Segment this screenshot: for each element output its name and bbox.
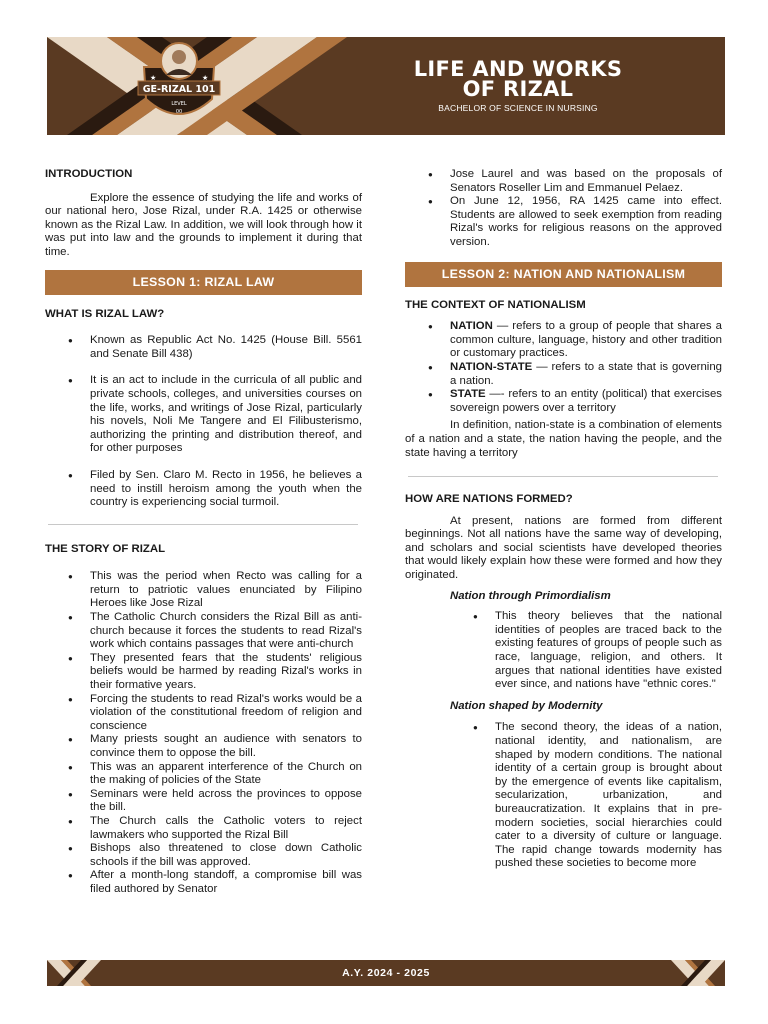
list-item: ● This was an apparent interference of the Church on the making of policies of the State — [45, 761, 362, 788]
definition-item-nation-state — [405, 361, 722, 388]
modernity-heading: Nation shaped by Modernity — [450, 699, 603, 712]
what-is-rizal-law-heading: WHAT IS RIZAL LAW? — [45, 307, 165, 320]
primordialism-list — [450, 610, 722, 692]
badge-course-text: GE-RIZAL 101 — [142, 84, 216, 95]
definition-text: — refers to a state that is governing a nation. — [450, 360, 722, 387]
definition-item-state — [405, 388, 722, 415]
how-nations-formed-paragraph: At present, nations are formed from different beginnings. Not all nations have the same way of developing, and scholars and social scientists have developed theories that would likely explain how these were formed and how they originated. — [405, 514, 722, 582]
definitions-list — [405, 320, 722, 415]
introduction-heading: INTRODUCTION — [45, 168, 133, 180]
footer-bar — [47, 960, 725, 986]
definition-text: —- refers to an entity (political) that exercises sovereign powers over a territory — [450, 388, 722, 414]
definition-text: — refers to a group of people that shares a common culture, language, history and other tradition or customary practices. — [450, 320, 722, 360]
lesson2-bar: LESSON 2: NATION AND NATIONALISM — [405, 262, 722, 287]
how-nations-formed-heading: HOW ARE NATIONS FORMED? — [405, 493, 573, 506]
story-of-rizal-heading: THE STORY OF RIZAL — [45, 542, 166, 555]
definition-term: NATION-STATE — [450, 360, 533, 373]
list-item: ● Known as Republic Act No. 1425 (House Bill. 5561 and Senate Bill 438) — [45, 334, 362, 361]
what-is-rizal-law-list — [45, 334, 362, 510]
list-item: ● The Church calls the Catholic voters to reject lawmakers who supported the Rizal Bill — [45, 815, 362, 842]
introduction-paragraph: Explore the essence of studying the life and works of our national hero, Jose Rizal, under R.A. 1425 or otherwise known as the Rizal Law. In addition, we will look through how it was put into law and the grounds to implement it during that time. — [45, 191, 362, 258]
list-item: ● Many priests sought an audience with senators to convince them to oppose the bill. — [45, 733, 362, 760]
context-of-nationalism-heading: THE CONTEXT OF NATIONALISM — [405, 298, 586, 311]
badge-level-value: 00 — [175, 109, 183, 115]
list-item: ● This was the period when Recto was calling for a return to patriotic values enunciated by Filipino Heroes like Jose Rizal — [45, 570, 362, 611]
page-title — [358, 59, 678, 99]
lesson1-bar: LESSON 1: RIZAL LAW — [45, 270, 362, 295]
header-banner — [47, 37, 725, 135]
list-item: ● After a month-long standoff, a compromise bill was filed authored by Senator — [45, 869, 362, 896]
definition-term: STATE — [450, 388, 486, 401]
list-item: ● Jose Laurel and was based on the proposals of Senators Roseller Lim and Emmanuel Pelaez. — [405, 168, 722, 195]
list-item: ● Filed by Sen. Claro M. Recto in 1956, he believes a need to instill heroism among the youth when the country is experiencing social turmoil. — [45, 469, 362, 510]
list-item: ● It is an act to include in the curricula of all public and private schools, colleges, and universities courses on the life, works, and writings of Jose Rizal, particularly his novels, Noli Me Tangere and El Filibusterismo, authorizing the printing and distribution thereof, and for other purposes — [45, 374, 362, 456]
list-item: ● The Catholic Church considers the Rizal Bill as anti-church because it forces the students to read Rizal's work which contains passages that were anti-church — [45, 611, 362, 652]
left-column — [45, 168, 362, 897]
list-item: ● Seminars were held across the provinces to oppose the bill. — [45, 788, 362, 815]
definition-paragraph: In definition, nation-state is a combination of elements of a nation and a state, the nation having the people, and the state having a territory — [405, 419, 722, 459]
section-divider — [408, 476, 718, 477]
right-column — [405, 168, 722, 871]
academic-year: A.Y. 2024 - 2025 — [342, 967, 430, 979]
badge-level-label: LEVEL — [171, 101, 187, 107]
list-item: ● This theory believes that the national identities of peoples are traced back to the existing features of groups of people such as race, language, religion, and others. It argues that national identities have existed ever since, and nations have "ethnic cores." — [450, 610, 722, 692]
modernity-list — [450, 721, 722, 871]
primordialism-heading: Nation through Primordialism — [450, 589, 611, 602]
definition-term: NATION — [450, 320, 493, 333]
svg-text:★: ★ — [150, 75, 157, 82]
page-title-line1: LIFE AND WORKS — [413, 57, 623, 81]
page-subtitle: BACHELOR OF SCIENCE IN NURSING — [438, 103, 598, 113]
definition-item-nation — [405, 320, 722, 361]
list-item: ● Forcing the students to read Rizal's works would be a violation of the constitutional freedom of religion and conscience — [45, 693, 362, 734]
story-of-rizal-list — [45, 570, 362, 896]
list-item: ● On June 12, 1956, RA 1425 came into effect. Students are allowed to seek exemption from reading Rizal's works for religious reasons on the approved version. — [405, 195, 722, 249]
continued-story-list — [405, 168, 722, 250]
list-item: ● Bishops also threatened to close down Catholic schools if the bill was approved. — [45, 842, 362, 869]
svg-text:★: ★ — [202, 75, 209, 82]
list-item: ● The second theory, the ideas of a nation, national identity, and nationalism, are shaped by modern conditions. The national identity of a certain group is brought about by the emergence of events like capitalism, secularization, urbanization, and bureaucratization. It explains that in pre-modern societies, social hierarchies could cater to a diversity of culture or language. The rapid change towards modernity has pushed these societies to become more — [450, 721, 722, 871]
section-divider — [48, 524, 358, 525]
page-title-line2: OF RIZAL — [462, 77, 574, 101]
list-item: ● They presented fears that the students' religious beliefs would be harmed by reading Rizal's works in their formative years. — [45, 652, 362, 693]
course-badge-logo — [124, 37, 234, 129]
